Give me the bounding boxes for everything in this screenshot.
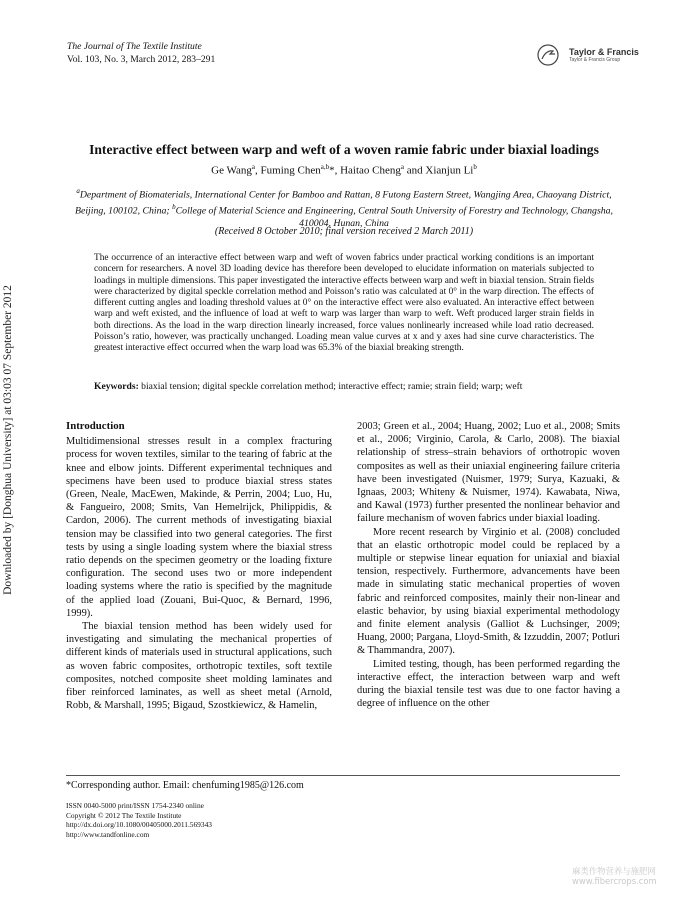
website-link[interactable]: http://www.tandfonline.com (66, 829, 150, 839)
keywords-label: Keywords: (94, 381, 139, 392)
affiliation-text: College of Material Science and Engineering, Central South University of Forestry and Technology, Changsha, 410004, Hunan, China (175, 205, 613, 229)
download-stamp (0, 0, 16, 897)
journal-issue: Vol. 103, No. 3, March 2012, 283–291 (67, 54, 216, 65)
author-name: Haitao Cheng (340, 164, 401, 177)
affiliation-text: Department of Biomaterials, International Center for Bamboo and Rattan, 8 Futong Eastern Street, Wangjing Area, Chaoyang District, Beijing, 100102, China; (74, 189, 612, 217)
copyright-line: Copyright © 2012 The Textile Institute (66, 810, 182, 820)
publisher-emblem-icon (537, 44, 565, 66)
footnote-divider (66, 775, 620, 776)
author-affiliation-mark: a (400, 163, 404, 171)
author-affiliation-mark: a,b (320, 163, 330, 171)
body-column-right (357, 420, 620, 710)
download-stamp-text: Downloaded by [Donghua University] at 03:03 07 September 2012 (2, 285, 14, 595)
watermark (572, 866, 657, 886)
paragraph: More recent research by Virginio et al. (2008) concluded that an elastic orthotropic model could be replaced by a multiple or stepwise linear equation for uniaxial and biaxial tension, respectively. Furthermore, advancements have been made in simulating static mechanical properties of woven fabric and reinforced composites, mainly their non-linear and elastic behavior, by using biaxial experimental methodology and finite element analysis (Galliot & Luchsinger, 2009; Huang, 2000; Pargana, Lloyd-Smith, & Izzuddin, 2007; Potluri & Thammandra, 2007). (357, 526, 620, 657)
received-dates: (Received 8 October 2010; final version received 2 March 2011) (214, 226, 474, 237)
paragraph: The biaxial tension method has been widely used for investigating and simulating the mechanical properties of different kinds of materials used in structural applications, such as woven fabric composites, orthotropic textiles, soft textile composites, notched composite sheet molding laminates and fiber reinforced laminates, as well as sheet metal (Arnold, Robb, & Marshall, 1995; Bigaud, Szostkiewicz, & Hamelin, (66, 621, 332, 712)
author-name: Fuming Chen (260, 164, 321, 177)
paragraph: 2003; Green et al., 2004; Huang, 2002; Luo et al., 2008; Smits et al., 2006; Virginio, Carola, & Carlo, 2008). The biaxial relationship of stress–strain behaviors of orthotropic woven composites as well as their uniaxial engineering failure criteria have been investigated (Nuismer, 1979; Surya, Kazuaki, & Ignaas, 2003; Whiteny & Nuismer, 1974). Kawabata, Niwa, and Kawal (1973) further presented the nonlinear behavior and failure mechanism of woven fabrics under biaxial loading. (357, 421, 620, 525)
author-name: Ge Wang (211, 164, 252, 177)
paragraph: Limited testing, though, has been performed regarding the interactive effect, the interaction between warp and weft during the biaxial tensile test was due to one factor having a degree of influence on the other (357, 658, 620, 710)
body-column-left (66, 420, 332, 712)
paragraph: Multidimensional stresses result in a complex fracturing process for woven textiles, similar to the tearing of fabric at the knee and elbow joints. Different experimental techniques and specimens have been used to produce biaxial stress states (Green, Neale, MacEwen, Makinde, & Perrin, 2004; Luo, Hu, & Fangueiro, 2008; Smits, Van Hemelrijck, Philippidis, & Cardon, 2006). The current methods of investigating biaxial tension may be classified into two general categories. The first tests by using a single loading system where the biaxial stress ratio depends on the specimen geometry or the loading fixture configuration. The second uses two or more independent loading systems where the ratio is specified by the magnitude of the applied load (Zouani, Bui-Quoc, & Bernard, 1996, 1999). (66, 436, 332, 619)
affiliations: $^a$Department of Biomaterials, International Center for Bamboo and Rattan, 8 Futong Eastern Street, Wangjing Area, Chaoyang District, Beijing, 100102, China; $^b$College of Material Science and Engineering, Central South University of Forestry and Technology, Changsha, 410004, Hunan, China (74, 187, 613, 229)
article-title: Interactive effect between warp and weft of a woven ramie fabric under biaxial loadings (89, 142, 599, 157)
doi-link[interactable]: http://dx.doi.org/10.1080/00405000.2011.569343 (66, 820, 212, 830)
keywords-text: biaxial tension; digital speckle correlation method; interactive effect; ramie; strain field; warp; weft (141, 381, 523, 392)
abstract: The occurrence of an interactive effect between warp and weft of woven fabrics under practical working conditions is an important concern for researchers. A novel 3D loading device has therefore been developed to elucidate information on materials subjected to loadings in multiple dimensions. This paper investigated the interactive effects between warp and weft in biaxial tension. Strain fields were characterized by digital speckle correlation method and Poisson’s ratio was calculated at 0° in the warp direction. The effects of different cutting angles and loading threshold values at 0° on the interactive effect were also evaluated. An interactive effect between warp and weft existed, and the influence of load at weft to warp was larger than warp to weft. Weft produced larger strain fields in both directions. As the load in the warp direction linearly increased, force values nonlinearly increased while load ratio decreased. Poisson’s ratio, however, was practically unchanged. Loading mean value curves at x and y axes had sine curve characteristics. The greatest interactive effect occurred when the warp load was 65.3% of the biaxial breaking strength. (94, 253, 594, 354)
section-heading: Introduction (66, 420, 125, 432)
journal-name: The Journal of The Textile Institute (67, 41, 202, 52)
keywords (94, 381, 614, 392)
author-list: Ge Wang$^a$, Fuming Chen$^{a,b}$*, Haitao Cheng$^a$ and Xianjun Li$^b$ (211, 163, 477, 177)
publisher-logo (537, 44, 639, 66)
author-affiliation-mark: a (251, 163, 256, 171)
author-affiliation-mark: b (473, 163, 477, 171)
corresponding-mark: * (329, 164, 335, 177)
watermark-line: 麻类作物营养与施肥网 (572, 866, 656, 876)
watermark-line: www.fibercrops.com (572, 876, 657, 886)
issn-line: ISSN 0040-5000 print/ISSN 1754-2340 online (66, 801, 204, 810)
corresponding-author-note: *Corresponding author. Email: chenfuming1985@126.com (66, 780, 304, 791)
publication-info (66, 801, 212, 839)
publisher-subtitle: Taylor & Francis Group (569, 56, 621, 63)
journal-header (67, 40, 215, 66)
publisher-name: Taylor & Francis (569, 46, 639, 57)
author-name: Xianjun Li (425, 164, 474, 177)
